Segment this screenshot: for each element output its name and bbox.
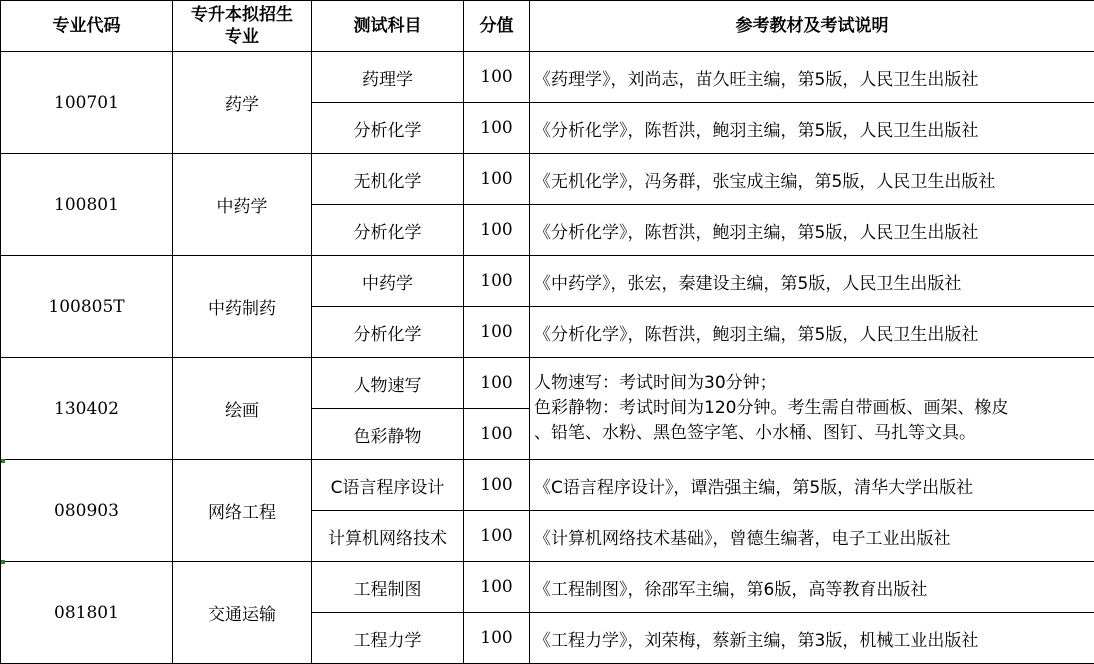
major-code-cell: 081801 [1,562,173,664]
cell-marker [1,459,5,463]
major-name-cell: 中药制药 [173,256,312,358]
table-row [1,562,1094,613]
reference-cell: 《无机化学》，冯务群，张宝成主编，第5版，人民卫生出版社 [530,154,1094,205]
score-cell: 100 [464,358,530,409]
exam-notes-cell [530,358,1094,460]
reference-cell: 《分析化学》，陈哲洪，鲍羽主编，第5版，人民卫生出版社 [530,205,1094,256]
table-row [1,52,1094,103]
table-row [1,460,1094,511]
table-row [1,154,1094,205]
reference-cell: 《分析化学》，陈哲洪，鲍羽主编，第5版，人民卫生出版社 [530,307,1094,358]
reference-cell: 《工程力学》，刘荣梅，蔡新主编，第3版，机械工业出版社 [530,613,1094,664]
score-cell: 100 [464,562,530,613]
subject-cell: 人物速写 [312,358,464,409]
score-cell: 100 [464,307,530,358]
subject-cell: 无机化学 [312,154,464,205]
major-name-cell: 绘画 [173,358,312,460]
subject-cell: 色彩静物 [312,409,464,460]
major-code-cell: 100805T [1,256,173,358]
major-name-cell: 交通运输 [173,562,312,664]
reference-cell: 《工程制图》，徐邵军主编，第6版，高等教育出版社 [530,562,1094,613]
score-cell: 100 [464,154,530,205]
subject-cell: 分析化学 [312,103,464,154]
subject-cell: 工程制图 [312,562,464,613]
major-code-cell: 100701 [1,52,173,154]
major-code-cell: 100801 [1,154,173,256]
score-cell: 100 [464,613,530,664]
major-name-cell: 中药学 [173,154,312,256]
score-cell: 100 [464,256,530,307]
reference-cell: 《分析化学》，陈哲洪，鲍羽主编，第5版，人民卫生出版社 [530,103,1094,154]
cell-marker [1,560,5,564]
score-cell: 100 [464,409,530,460]
score-cell: 100 [464,205,530,256]
major-code-cell: 130402 [1,358,173,460]
subject-cell: 药理学 [312,52,464,103]
reference-cell: 《计算机网络技术基础》，曾德生编著，电子工业出版社 [530,511,1094,562]
subject-cell: 分析化学 [312,307,464,358]
score-cell: 100 [464,103,530,154]
table-row [1,256,1094,307]
exam-note-line: 、铅笔、水粉、黑色签字笔、小水桶、图钉、马扎等文具。 [534,421,1094,446]
header-subject: 测试科目 [312,1,464,52]
header-major-code: 专业代码 [1,1,173,52]
major-name-cell: 药学 [173,52,312,154]
reference-cell: 《中药学》，张宏，秦建设主编，第5版，人民卫生出版社 [530,256,1094,307]
subject-cell: 中药学 [312,256,464,307]
major-name-cell: 网络工程 [173,460,312,562]
header-score: 分值 [464,1,530,52]
header-reference: 参考教材及考试说明 [530,1,1094,52]
subject-cell: 计算机网络技术 [312,511,464,562]
subject-cell: 工程力学 [312,613,464,664]
exam-note-line: 色彩静物：考试时间为120分钟。考生需自带画板、画架、橡皮 [534,396,1094,421]
subject-cell: 分析化学 [312,205,464,256]
exam-note-line: 人物速写：考试时间为30分钟； [534,371,1094,396]
table-header-row [1,1,1094,52]
reference-cell: 《C语言程序设计》，谭浩强主编，第5版，清华大学出版社 [530,460,1094,511]
reference-cell: 《药理学》，刘尚志，苗久旺主编，第5版，人民卫生出版社 [530,52,1094,103]
score-cell: 100 [464,460,530,511]
header-major-name: 专升本拟招生专业 [173,1,312,52]
subject-cell: C语言程序设计 [312,460,464,511]
score-cell: 100 [464,52,530,103]
major-code-cell: 080903 [1,460,173,562]
table-row [1,358,1094,409]
score-cell: 100 [464,511,530,562]
